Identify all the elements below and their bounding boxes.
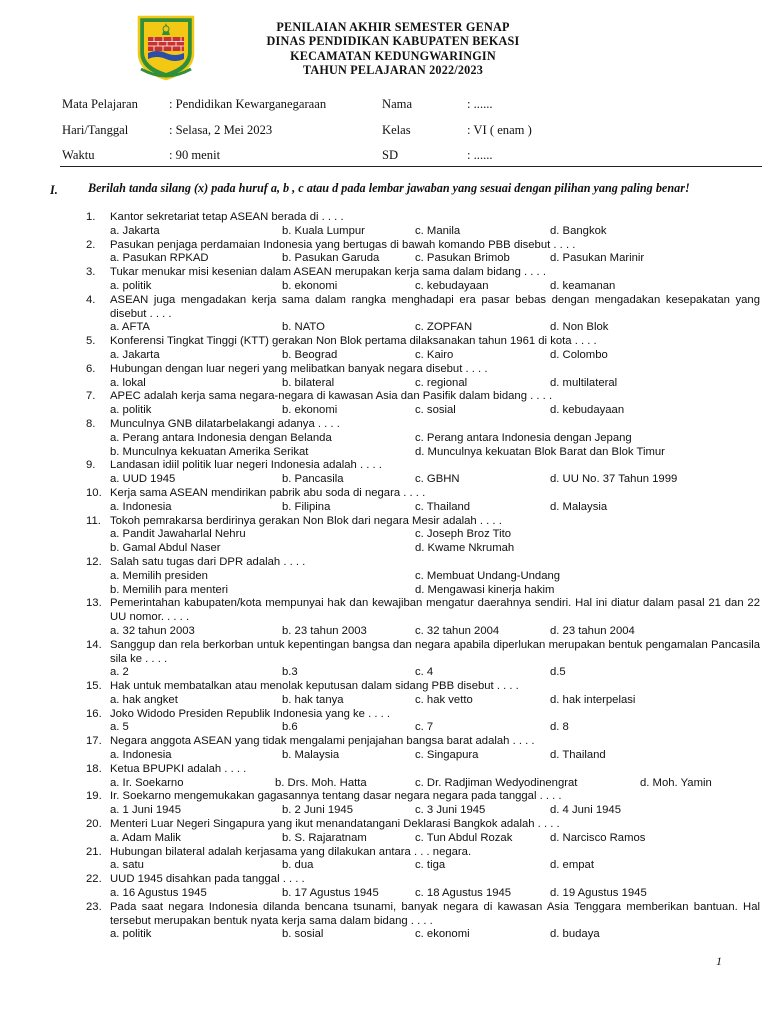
question-text: Pasukan penjaga perdamaian Indonesia yang bertugas di bawah komando PBB disebut . . . . (110, 238, 576, 251)
question-item (0, 459, 768, 487)
class-value: : VI ( enam ) (467, 122, 532, 137)
time-label: Waktu (62, 148, 95, 162)
question-text: Konferensi Tingkat Tinggi (KTT) gerakan Non Blok pertama dilaksanakan tahun 1961 di kota . . . . (110, 335, 597, 348)
answer-option: a. 5 (110, 721, 129, 734)
answer-options-row (0, 528, 768, 542)
question-list (0, 211, 768, 942)
answer-option: d. Narcisco Ramos (550, 831, 646, 844)
answer-option: b. Kuala Lumpur (282, 224, 365, 237)
answer-option: c. 32 tahun 2004 (415, 624, 500, 637)
question-text: Sanggup dan rela berkorban untuk kepentingan bangsa dan negara apabila diperlukan merupakan bentuk pengamalan Pancasila sila ke . . . . (110, 638, 760, 665)
answer-option: a. Memilih presiden (110, 569, 208, 582)
answer-options-row (0, 473, 768, 487)
question-item (0, 735, 768, 763)
answer-option: d. budaya (550, 928, 600, 941)
school-value: : ...... (467, 148, 493, 162)
answer-option: a. Perang antara Indonesia dengan Belanda (110, 431, 332, 444)
section-instruction: Berilah tanda silang (x) pada huruf a, b , c atau d pada lembar jawaban yang sesuai dengan pilihan yang paling benar! (88, 181, 690, 195)
answer-option: c. regional (415, 376, 468, 389)
answer-option: c. GBHN (415, 473, 460, 486)
time-value: : 90 menit (169, 148, 221, 162)
answer-option: d. hak interpelasi (550, 693, 636, 706)
question-item (0, 239, 768, 267)
answer-option: d. Non Blok (550, 321, 609, 334)
question-text: APEC adalah kerja sama negara-negara di kawasan Asia dan Pasifik dalam bidang . . . . (110, 390, 553, 403)
question-text: Landasan idiil politik luar negeri Indonesia adalah . . . . (110, 459, 382, 472)
question-item (0, 515, 768, 556)
answer-options-row (0, 570, 768, 584)
question-text: Kerja sama ASEAN mendirikan pabrik abu soda di negara . . . . (110, 486, 426, 499)
question-text: Hubungan dengan luar negeri yang melibatkan banyak negara disebut . . . . (110, 362, 488, 375)
question-text: ASEAN juga mengadakan kerja sama dalam rangka menghadapi era pasar bebas dengan mengadakan kesepakatan yang disebut . . . . (110, 293, 760, 320)
subject-label: Mata Pelajaran (62, 97, 138, 111)
answer-option: d. Thailand (550, 749, 606, 762)
answer-options-row (0, 777, 768, 791)
answer-option: d. 19 Agustus 1945 (550, 887, 647, 900)
answer-options-row (0, 584, 768, 598)
question-text: Hubungan bilateral adalah kerjasama yang dilakukan antara . . . negara. (110, 845, 472, 858)
question-number: 1. (86, 211, 96, 223)
question-text: Pemerintahan kabupaten/kota mempunyai hak dan kewajiban mengatur daerahnya sendiri. Hal ini diatur dalam pasal 21 dan 22 UU nomor. . . . . (110, 597, 760, 624)
answer-option: b.6 (282, 721, 298, 734)
answer-option: a. Jakarta (110, 224, 160, 237)
answer-option: d. empat (550, 859, 594, 872)
answer-option: c. sosial (415, 404, 456, 417)
answer-option: a. 16 Agustus 1945 (110, 887, 207, 900)
question-item (0, 873, 768, 901)
header-title: PENILAIAN AKHIR SEMESTER GENAP (276, 20, 510, 34)
answer-options-row (0, 887, 768, 901)
answer-option: a. politik (110, 404, 152, 417)
answer-options-row (0, 501, 768, 515)
subject-value: : Pendidikan Kewarganegaraan (169, 97, 327, 111)
answer-option: b. bilateral (282, 376, 335, 389)
question-number: 6. (86, 362, 96, 375)
question-number: 19. (86, 790, 102, 803)
answer-option: b. Filipina (282, 500, 331, 513)
date-value: : Selasa, 2 Mei 2023 (169, 122, 273, 137)
answer-option: a. Ir. Soekarno (110, 776, 184, 789)
exam-header (190, 20, 596, 78)
answer-option: d. multilateral (550, 376, 618, 389)
answer-option: a. Adam Malik (110, 831, 181, 844)
answer-option: b. Munculnya kekuatan Amerika Serikat (110, 445, 309, 458)
question-item (0, 790, 768, 818)
answer-option: a. Pandit Jawaharlal Nehru (110, 528, 246, 541)
question-number: 13. (86, 597, 102, 610)
question-item (0, 390, 768, 418)
name-value: : ...... (467, 97, 493, 111)
answer-option: d. Pasukan Marinir (550, 252, 645, 265)
answer-option: c. Joseph Broz Tito (415, 528, 512, 541)
answer-option: b. sosial (282, 928, 324, 941)
answer-option: a. UUD 1945 (110, 473, 176, 486)
answer-option: d. Bangkok (550, 224, 607, 237)
answer-options-row (0, 542, 768, 556)
question-text: Tokoh pemrakarsa berdirinya gerakan Non Blok dari negara Mesir adalah . . . . (110, 514, 502, 527)
question-item (0, 418, 768, 459)
question-number: 4. (86, 293, 96, 306)
header-divider (60, 166, 762, 167)
answer-option: c. kebudayaan (415, 279, 489, 292)
answer-option: a. AFTA (110, 321, 150, 334)
answer-option: a. hak angket (110, 693, 178, 706)
question-item (0, 708, 768, 736)
question-number: 10. (86, 486, 102, 499)
school-label: SD (382, 148, 399, 162)
question-number: 17. (86, 735, 102, 748)
name-label: Nama (382, 97, 413, 111)
question-item (0, 363, 768, 391)
question-text: Kantor sekretariat tetap ASEAN berada di . . . . (110, 211, 344, 223)
answer-option: b. S. Rajaratnam (282, 831, 367, 844)
question-item (0, 763, 768, 791)
question-text: Salah satu tugas dari DPR adalah . . . . (110, 555, 306, 568)
answer-option: b. Drs. Moh. Hatta (275, 776, 367, 789)
question-item (0, 487, 768, 515)
answer-option: b. hak tanya (282, 693, 344, 706)
answer-option: b. ekonomi (282, 404, 338, 417)
info-row-subject (62, 97, 662, 123)
question-number: 22. (86, 873, 102, 886)
answer-options-row (0, 321, 768, 335)
answer-option: b. ekonomi (282, 279, 338, 292)
question-number: 11. (86, 514, 101, 527)
answer-option: a. Indonesia (110, 749, 172, 762)
answer-option: a. 32 tahun 2003 (110, 624, 195, 637)
answer-option: c. 3 Juni 1945 (415, 804, 486, 817)
question-number: 20. (86, 818, 102, 831)
question-text: Munculnya GNB dilatarbelakangi adanya . . . . (110, 417, 340, 430)
question-text: Negara anggota ASEAN yang tidak mengalami penjajahan bangsa barat adalah . . . . (110, 735, 535, 748)
question-number: 18. (86, 762, 102, 775)
answer-option: a. Pasukan RPKAD (110, 252, 209, 265)
answer-option: a. Indonesia (110, 500, 172, 513)
header-district: KECAMATAN KEDUNGWARINGIN (290, 48, 496, 63)
answer-option: c. Thailand (415, 500, 471, 513)
answer-option: d. Munculnya kekuatan Blok Barat dan Blok Timur (415, 445, 665, 458)
answer-options-row (0, 721, 768, 735)
info-row-date (62, 123, 662, 149)
answer-option: b. Pasukan Garuda (282, 252, 380, 265)
answer-options-row (0, 804, 768, 818)
question-text: Pada saat negara Indonesia dilanda bencana tsunami, banyak negara di kawasan Asia Tenggara memberikan bantuan. Hal tersebut merupakan bentuk nyata kerja sama dalam bidang . . . . (110, 900, 760, 927)
question-item (0, 211, 768, 239)
answer-option: a. 2 (110, 666, 129, 679)
answer-option: b. dua (282, 859, 314, 872)
question-item (0, 597, 768, 638)
answer-option: d. Kwame Nkrumah (415, 542, 515, 555)
answer-option: c. Kairo (415, 348, 454, 361)
answer-option: d. Malaysia (550, 500, 608, 513)
question-item (0, 556, 768, 597)
answer-options-row (0, 432, 768, 446)
answer-option: c. Perang antara Indonesia dengan Jepang (415, 431, 632, 444)
answer-option: b. 17 Agustus 1945 (282, 887, 379, 900)
info-row-time (62, 148, 662, 174)
date-label: Hari/Tanggal (62, 122, 129, 137)
answer-option: c. 18 Agustus 1945 (415, 887, 512, 900)
answer-option: c. ZOPFAN (415, 321, 473, 334)
question-number: 8. (86, 417, 96, 430)
answer-option: c. hak vetto (415, 693, 473, 706)
question-item (0, 639, 768, 680)
question-number: 21. (86, 845, 102, 858)
answer-option: d. 8 (550, 721, 569, 734)
question-number: 12. (86, 555, 102, 568)
header-school-year: TAHUN PELAJARAN 2022/2023 (302, 63, 484, 78)
question-number: 23. (86, 900, 102, 913)
answer-option: b. Malaysia (282, 749, 340, 762)
answer-option: b. 23 tahun 2003 (282, 624, 367, 637)
question-number: 9. (86, 459, 96, 472)
answer-option: a. politik (110, 279, 152, 292)
answer-option: b. Gamal Abdul Naser (110, 542, 221, 555)
answer-option: d. UU No. 37 Tahun 1999 (550, 473, 678, 486)
answer-option: d. Mengawasi kinerja hakim (415, 583, 555, 596)
answer-option: a. Jakarta (110, 348, 160, 361)
exam-info (62, 97, 662, 174)
answer-options-row (0, 225, 768, 239)
question-item (0, 846, 768, 874)
question-text: Joko Widodo Presiden Republik Indonesia yang ke . . . . (110, 707, 391, 720)
header-agency: DINAS PENDIDIKAN KABUPATEN BEKASI (266, 34, 520, 49)
question-number: 3. (86, 266, 96, 279)
question-text: Hak untuk membatalkan atau menolak keputusan dalam sidang PBB disebut . . . . (110, 680, 519, 693)
answer-options-row (0, 280, 768, 294)
answer-option: b. NATO (282, 321, 325, 334)
answer-option: b. Pancasila (282, 473, 344, 486)
question-item (0, 818, 768, 846)
question-text: Ir. Soekarno mengemukakan gagasannya tentang dasar negara negara pada tanggal . . . . (110, 790, 562, 803)
question-number: 7. (86, 390, 96, 403)
answer-options-row (0, 349, 768, 363)
answer-option: c. 4 (415, 666, 434, 679)
answer-options-row (0, 832, 768, 846)
answer-option: d. Colombo (550, 348, 608, 361)
answer-option: c. Dr. Radjiman Wedyodinengrat (415, 776, 578, 789)
answer-option: d. keamanan (550, 279, 616, 292)
question-text: Menteri Luar Negeri Singapura yang ikut menandatangani Deklarasi Bangkok adalah . . . . (110, 818, 560, 831)
class-label: Kelas (382, 122, 411, 137)
question-text: Tukar menukar misi kesenian dalam ASEAN merupakan kerja sama dalam bidang . . . . (110, 266, 546, 279)
answer-option: d. Moh. Yamin (640, 776, 712, 789)
answer-option: d.5 (550, 666, 566, 679)
answer-option: b.3 (282, 666, 298, 679)
answer-options-row (0, 666, 768, 680)
answer-options-row (0, 377, 768, 391)
answer-option: b. Beograd (282, 348, 338, 361)
answer-options-row (0, 694, 768, 708)
answer-option: a. satu (110, 859, 144, 872)
answer-option: b. Memilih para menteri (110, 583, 229, 596)
question-item (0, 266, 768, 294)
answer-option: c. Singapura (415, 749, 479, 762)
question-number: 16. (86, 707, 102, 720)
answer-options-row (0, 928, 768, 942)
answer-option: c. tiga (415, 859, 446, 872)
answer-options-row (0, 749, 768, 763)
question-item (0, 335, 768, 363)
question-number: 2. (86, 238, 96, 251)
question-text: Ketua BPUPKI adalah . . . . (110, 762, 247, 775)
question-number: 5. (86, 335, 96, 348)
answer-option: d. 4 Juni 1945 (550, 804, 621, 817)
answer-option: c. Pasukan Brimob (415, 252, 510, 265)
page-number: 1 (716, 954, 722, 968)
question-number: 14. (86, 638, 102, 651)
answer-option: a. lokal (110, 376, 146, 389)
answer-option: c. Membuat Undang-Undang (415, 569, 561, 582)
answer-option: d. kebudayaan (550, 404, 625, 417)
answer-option: c. Tun Abdul Rozak (415, 831, 513, 844)
answer-option: a. 1 Juni 1945 (110, 804, 181, 817)
answer-option: d. 23 tahun 2004 (550, 624, 635, 637)
question-item (0, 680, 768, 708)
question-number: 15. (86, 680, 102, 693)
answer-option: b. 2 Juni 1945 (282, 804, 353, 817)
answer-option: c. 7 (415, 721, 434, 734)
answer-options-row (0, 404, 768, 418)
answer-options-row (0, 625, 768, 639)
answer-option: c. Manila (415, 224, 461, 237)
answer-option: a. politik (110, 928, 152, 941)
answer-options-row (0, 252, 768, 266)
question-item (0, 901, 768, 942)
question-text: UUD 1945 disahkan pada tanggal . . . . (110, 873, 305, 886)
section-number: I. (50, 183, 58, 197)
question-item (0, 294, 768, 335)
answer-options-row (0, 859, 768, 873)
answer-options-row (0, 446, 768, 460)
answer-option: c. ekonomi (415, 928, 470, 941)
